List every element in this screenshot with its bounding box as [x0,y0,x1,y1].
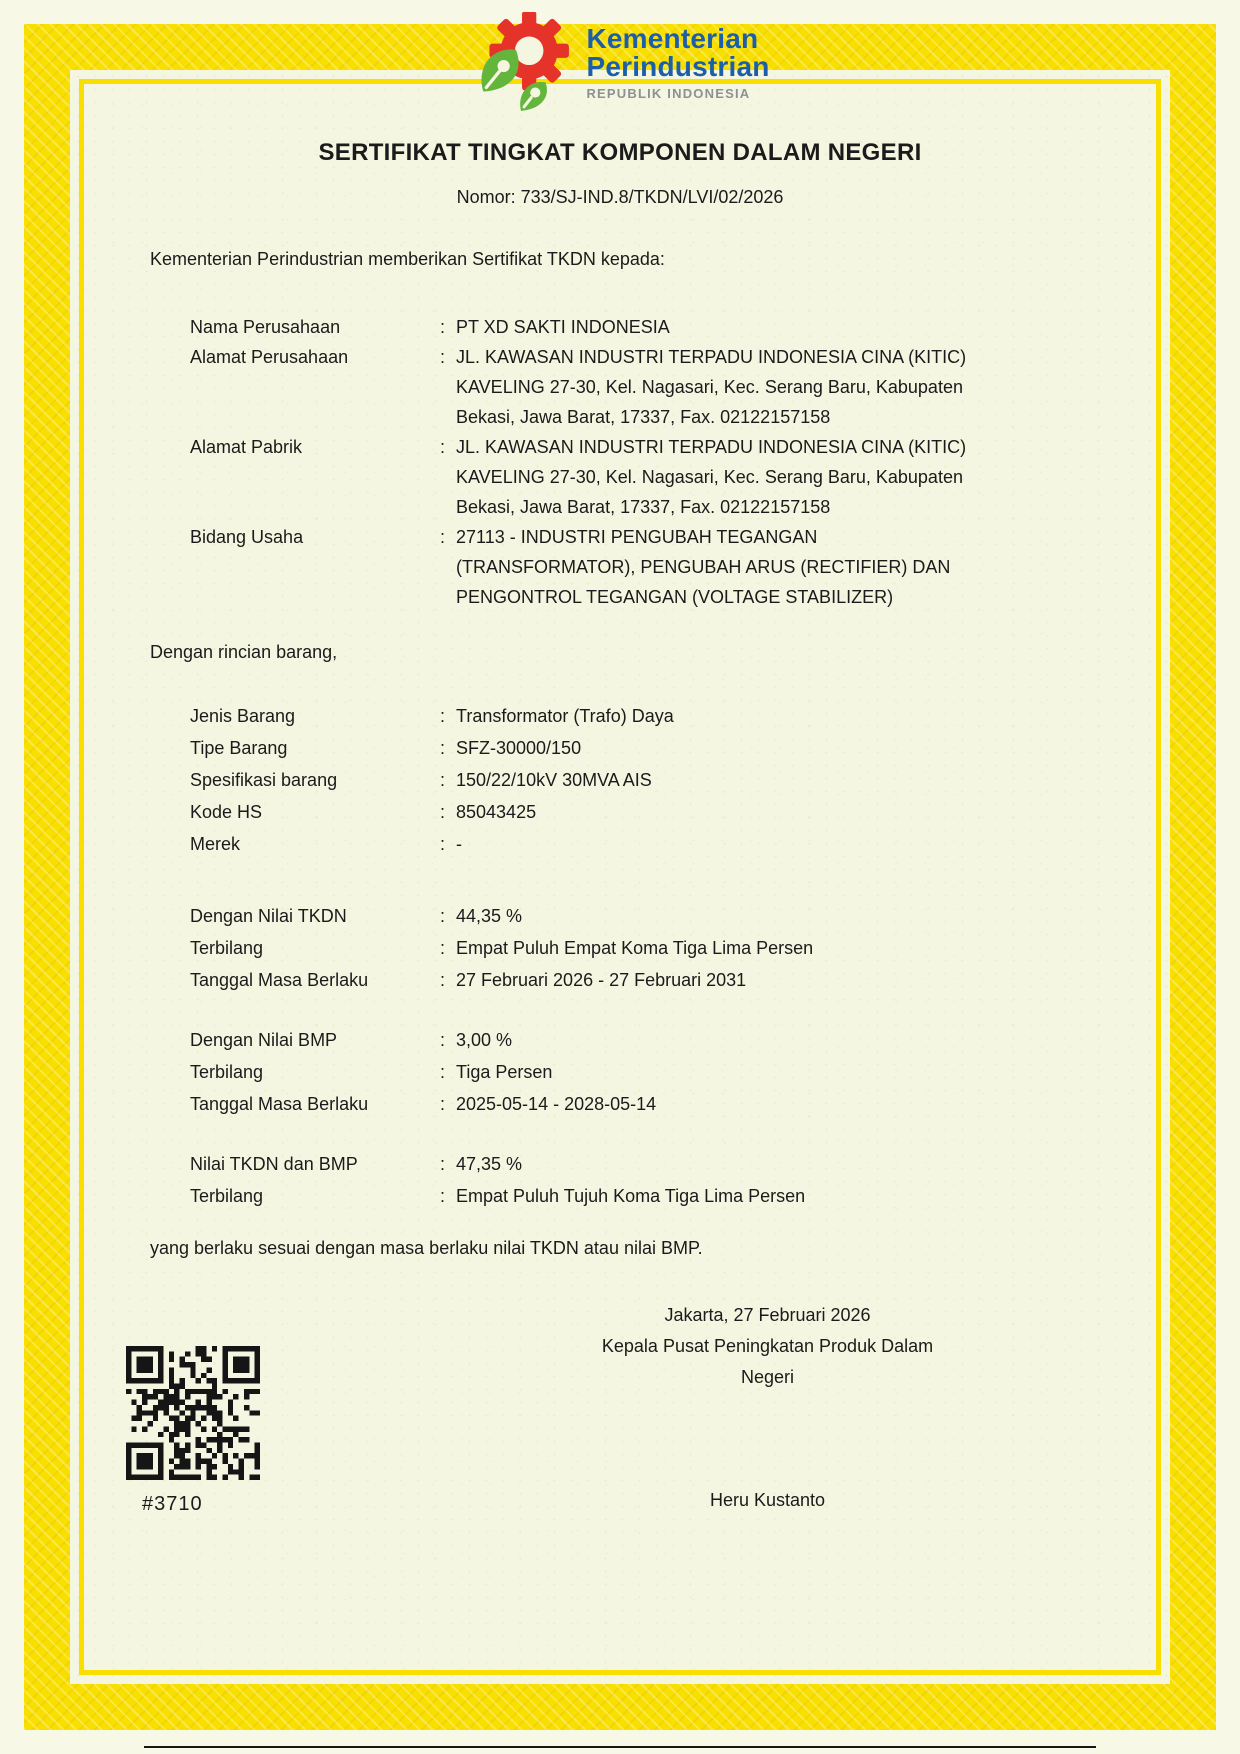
field-row-nilai-bmp [190,1024,1001,1056]
field-value: 27113 - INDUSTRI PENGUBAH TEGANGAN (TRANSFORMATOR), PENGUBAH ARUS (RECTIFIER) DAN PENGONTROL TEGANGAN (VOLTAGE STABILIZER) [456,527,951,607]
field-colon: : [440,906,446,926]
field-value: 47,35 % [456,1154,523,1174]
ministry-name-line1: Kementerian [586,23,759,54]
field-row-alamat-pabrik [190,432,1001,522]
field-value: Tiga Persen [456,1062,553,1082]
item-fields [190,700,1001,860]
field-colon: : [440,1030,446,1050]
field-row-spesifikasi-barang [190,764,1001,796]
total-fields [190,1148,1001,1212]
field-label: Alamat Perusahaan [190,347,349,367]
field-label: Terbilang [190,1062,264,1082]
field-value: JL. KAWASAN INDUSTRI TERPADU INDONESIA CINA (KITIC) KAVELING 27-30, Kel. Nagasari, Kec. Serang Baru, Kabupaten Bekasi, Jawa Barat, 17337, Fax. 02122157158 [456,347,967,427]
field-label: Nilai TKDN dan BMP [190,1154,358,1174]
field-value: 85043425 [456,802,537,822]
field-value: JL. KAWASAN INDUSTRI TERPADU INDONESIA CINA (KITIC) KAVELING 27-30, Kel. Nagasari, Kec. Serang Baru, Kabupaten Bekasi, Jawa Barat, 17337, Fax. 02122157158 [456,437,967,517]
field-label: Spesifikasi barang [190,770,338,790]
field-row-tipe-barang [190,732,1001,764]
field-colon: : [440,802,446,822]
signature-signer-name: Heru Kustanto [709,1490,826,1510]
field-colon: : [440,1094,446,1114]
field-colon: : [440,970,446,990]
field-row-merek [190,828,1001,860]
field-colon: : [440,437,446,457]
field-value: 3,00 % [456,1030,513,1050]
field-value: 44,35 % [456,906,523,926]
field-row-nilai-tkdn [190,900,1001,932]
field-row-tkdn-masa-berlaku [190,964,1001,996]
field-label: Dengan Nilai BMP [190,1030,338,1050]
field-colon: : [440,1062,446,1082]
field-row-bmp-masa-berlaku [190,1088,1001,1120]
field-colon: : [440,770,446,790]
field-row-jenis-barang [190,700,1001,732]
field-colon: : [440,347,446,367]
field-colon: : [440,317,446,337]
field-colon: : [440,527,446,547]
field-label: Nama Perusahaan [190,317,341,337]
field-colon: : [440,938,446,958]
field-value: 2025-05-14 - 2028-05-14 [456,1094,657,1114]
field-value: Transformator (Trafo) Daya [456,706,674,726]
ministry-name-line3: REPUBLIK INDONESIA [586,86,751,101]
certificate-number: Nomor: 733/SJ-IND.8/TKDN/LVI/02/2026 [456,187,784,207]
field-value: 150/22/10kV 30MVA AIS [456,770,652,790]
field-row-total-terbilang [190,1180,1001,1212]
signature-signer-title: Kepala Pusat Peningkatan Produk Dalam Negeri [601,1336,934,1387]
qr-code-icon [126,1346,260,1480]
signature-place-date: Jakarta, 27 Februari 2026 [664,1305,871,1325]
bmp-fields [190,1024,1001,1120]
field-row-bmp-terbilang [190,1056,1001,1088]
ministry-name [586,25,769,101]
field-row-alamat-perusahaan [190,342,1001,432]
footer-rule [144,1746,1096,1748]
field-value: - [456,834,462,854]
field-colon: : [440,1186,446,1206]
kemenperin-logo-icon [470,12,572,114]
field-label: Merek [190,834,241,854]
field-colon: : [440,1154,446,1174]
field-label: Jenis Barang [190,706,296,726]
field-value: Empat Puluh Empat Koma Tiga Lima Persen [456,938,814,958]
field-colon: : [440,834,446,854]
field-label: Dengan Nilai TKDN [190,906,347,926]
field-label: Kode HS [190,802,263,822]
company-fields [190,312,1001,612]
field-row-nama-perusahaan [190,312,1001,342]
qr-code-label: #3710 [142,1493,203,1515]
ministry-name-line2: Perindustrian [586,51,770,82]
tkdn-fields [190,900,1001,996]
field-row-tkdn-terbilang [190,932,1001,964]
field-row-nilai-tkdn-bmp [190,1148,1001,1180]
signature-block [575,1300,960,1516]
field-label: Tanggal Masa Berlaku [190,970,369,990]
field-label: Terbilang [190,938,264,958]
ministry-logo-header [0,12,1240,114]
field-row-kode-hs [190,796,1001,828]
field-row-bidang-usaha [190,522,1001,612]
field-colon: : [440,706,446,726]
field-label: Tipe Barang [190,738,288,758]
field-label: Terbilang [190,1186,264,1206]
item-intro-text: Dengan rincian barang, [150,642,338,662]
field-value: PT XD SAKTI INDONESIA [456,317,670,337]
validity-note: yang berlaku sesuai dengan masa berlaku nilai TKDN atau nilai BMP. [150,1238,703,1258]
qr-block [126,1346,260,1516]
field-label: Tanggal Masa Berlaku [190,1094,369,1114]
field-value: SFZ-30000/150 [456,738,582,758]
intro-text: Kementerian Perindustrian memberikan Sertifikat TKDN kepada: [150,249,665,269]
field-value: 27 Februari 2026 - 27 Februari 2031 [456,970,747,990]
field-label: Bidang Usaha [190,527,304,547]
field-colon: : [440,738,446,758]
certificate-title: SERTIFIKAT TINGKAT KOMPONEN DALAM NEGERI [318,139,922,166]
field-label: Alamat Pabrik [190,437,303,457]
field-value: Empat Puluh Tujuh Koma Tiga Lima Persen [456,1186,806,1206]
